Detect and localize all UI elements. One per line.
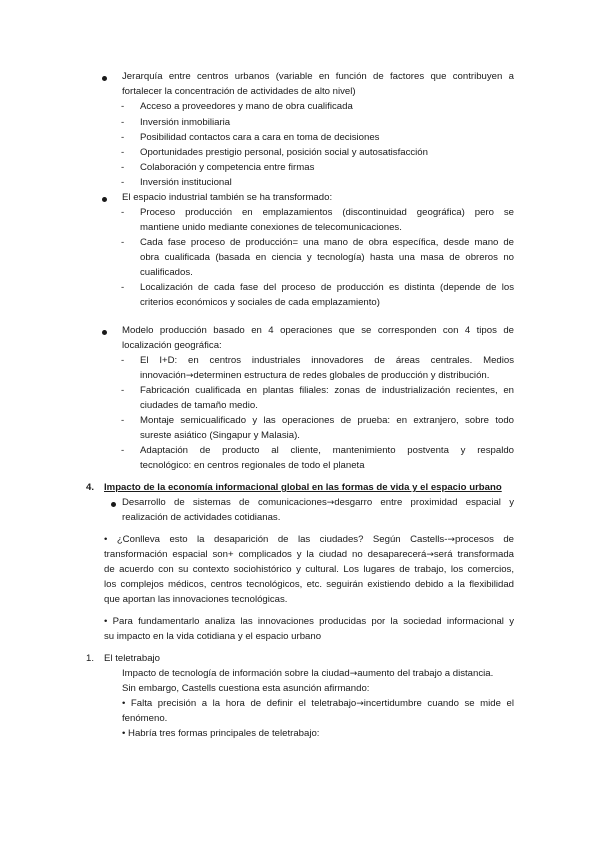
dash-marker: - (121, 177, 125, 188)
para1-line4: los complejos médicos, centros tecnológicos, etc. seguirán existiendo debido a la flexibilidad (104, 579, 514, 590)
section4-bullet1-line1 (122, 497, 514, 509)
dash-marker: - (121, 132, 125, 143)
modelo-item-2-line1: Fabricación cualificada en plantas filiales: zonas de industrialización recientes, en (140, 385, 514, 396)
section-4-title: Impacto de la economía informacional global en las formas de vida y el espacio urbano (104, 482, 502, 493)
dash-marker: - (121, 355, 125, 366)
teletrabajo-bullet1-line1 (122, 698, 514, 710)
bullet-dot (111, 502, 116, 507)
dash-marker: - (121, 162, 125, 173)
jerarquia-item-3: Posibilidad contactos cara a cara en toma de decisiones (140, 132, 380, 143)
industrial-item-3-line2: criterios económicos y sociales de cada emplazamiento) (140, 297, 380, 308)
bullet-dot (102, 76, 107, 81)
text-segment: procesos de (454, 534, 514, 545)
jerarquia-item-1: Acceso a proveedores y mano de obra cualificada (140, 101, 353, 112)
dash-marker: - (121, 415, 125, 426)
modelo-item-1-line2 (140, 370, 489, 382)
dash-marker: - (121, 147, 125, 158)
industrial-item-3-line1: Localización de cada fase del proceso de producción es distinta (depende de los (140, 282, 514, 293)
text-segment: determinen estructura de redes globales de producción y distribución. (193, 370, 490, 381)
teletrabajo-line2: Sin embargo, Castells cuestiona esta asunción afirmando: (122, 683, 370, 694)
section4-bullet1-line2: realización de actividades cotidianas. (122, 512, 281, 523)
teletrabajo-bullet2: • Habría tres formas principales de teletrabajo: (122, 728, 320, 739)
jerarquia-item-4: Oportunidades prestigio personal, posición social y autosatisfacción (140, 147, 428, 158)
text-segment: aumento del trabajo a distancia. (357, 668, 494, 679)
dash-marker: - (121, 282, 125, 293)
industrial-item-2-line2: obra cualificada (basada en ciencia y tecnología) hasta una masa de obreros no (140, 252, 514, 263)
dash-marker: - (121, 101, 125, 112)
teletrabajo-line1 (122, 668, 493, 680)
text-segment: • ¿Conlleva esto la desaparición de las ciudades? Según Castells- (104, 534, 448, 545)
para1-line2 (104, 549, 514, 561)
text-segment: transformación espacial son+ complicados y la ciudad no desaparecerá (104, 549, 427, 560)
bullet-dot (102, 330, 107, 335)
text-segment: desgarro entre proximidad espacial y (334, 497, 514, 508)
dash-marker: - (121, 117, 125, 128)
arrow-icon: → (426, 550, 434, 560)
para1-line5: que aportan las innovaciones tecnológicas. (104, 594, 288, 605)
industrial-item-1-line1: Proceso producción en emplazamientos (discontinuidad geográfica) pero se (140, 207, 514, 218)
arrow-icon: → (185, 371, 194, 381)
industrial-item-1-line2: mantiene unido mediante conexiones de telecomunicaciones. (140, 222, 402, 233)
modelo-item-3-line2: sureste asiático (Singapur y Malasia). (140, 430, 300, 441)
text-segment: Desarrollo de sistemas de comunicaciones (122, 497, 327, 508)
bullet-dot (102, 197, 107, 202)
modelo-item-3-line1: Montaje semicualificado y las operaciones de prueba: en extranjero, sobre todo (140, 415, 514, 426)
dash-marker: - (121, 445, 125, 456)
subsection-number: 1. (86, 653, 95, 664)
para2-line1: • Para fundamentarlo analiza las innovaciones producidas por la sociedad informacional y (104, 616, 514, 627)
modelo-line2: localización geográfica: (122, 340, 222, 351)
dash-marker: - (121, 207, 125, 218)
arrow-icon: → (447, 535, 455, 545)
modelo-item-4-line1: Adaptación de producto al cliente, mantenimiento postventa y respaldo (140, 445, 514, 456)
teletrabajo-bullet1-line2: fenómeno. (122, 713, 168, 724)
modelo-item-4-line2: tecnológico: en centros regionales de todo el planeta (140, 460, 365, 471)
modelo-line1: Modelo producción basado en 4 operaciones que se corresponden con 4 tipos de (122, 325, 514, 336)
arrow-icon: → (349, 669, 358, 679)
teletrabajo-title: El teletrabajo (104, 653, 160, 664)
text-segment: incertidumbre cuando se mide el (363, 698, 514, 709)
text-segment: será transformada (433, 549, 514, 560)
jerarquia-line2: fortalecer la concentración de actividades de alto nivel) (122, 86, 356, 97)
dash-marker: - (121, 385, 125, 396)
industrial-item-2-line3: cualificados. (140, 267, 193, 278)
text-segment: • Falta precisión a la hora de definir el teletrabajo (122, 698, 357, 709)
industrial-line1: El espacio industrial también se ha transformado: (122, 192, 333, 203)
text-segment: Impacto de tecnología de información sobre la ciudad (122, 668, 350, 679)
jerarquia-line1: Jerarquía entre centros urbanos (variable en función de factores que contribuyen a (122, 71, 514, 82)
jerarquia-item-5: Colaboración y competencia entre firmas (140, 162, 315, 173)
section-number: 4. (86, 482, 95, 493)
modelo-item-2-line2: ciudades de tamaño medio. (140, 400, 258, 411)
arrow-icon: → (356, 699, 364, 709)
text-segment: innovación (140, 370, 186, 381)
industrial-item-2-line1: Cada fase proceso de producción= una mano de obra específica, desde mano de (140, 237, 514, 248)
modelo-item-1-line1: El I+D: en centros industriales innovadores de áreas centrales. Medios (140, 355, 514, 366)
arrow-icon: → (326, 498, 335, 508)
dash-marker: - (121, 237, 125, 248)
jerarquia-item-6: Inversión institucional (140, 177, 232, 188)
para1-line3: de acuerdo con su contexto sociohistórico y cultural. Los lugares de trabajo, los comercios, (104, 564, 514, 575)
jerarquia-item-2: Inversión inmobiliaria (140, 117, 231, 128)
para1-line1 (104, 534, 514, 546)
para2-line2: su impacto en la vida cotidiana y el espacio urbano (104, 631, 322, 642)
